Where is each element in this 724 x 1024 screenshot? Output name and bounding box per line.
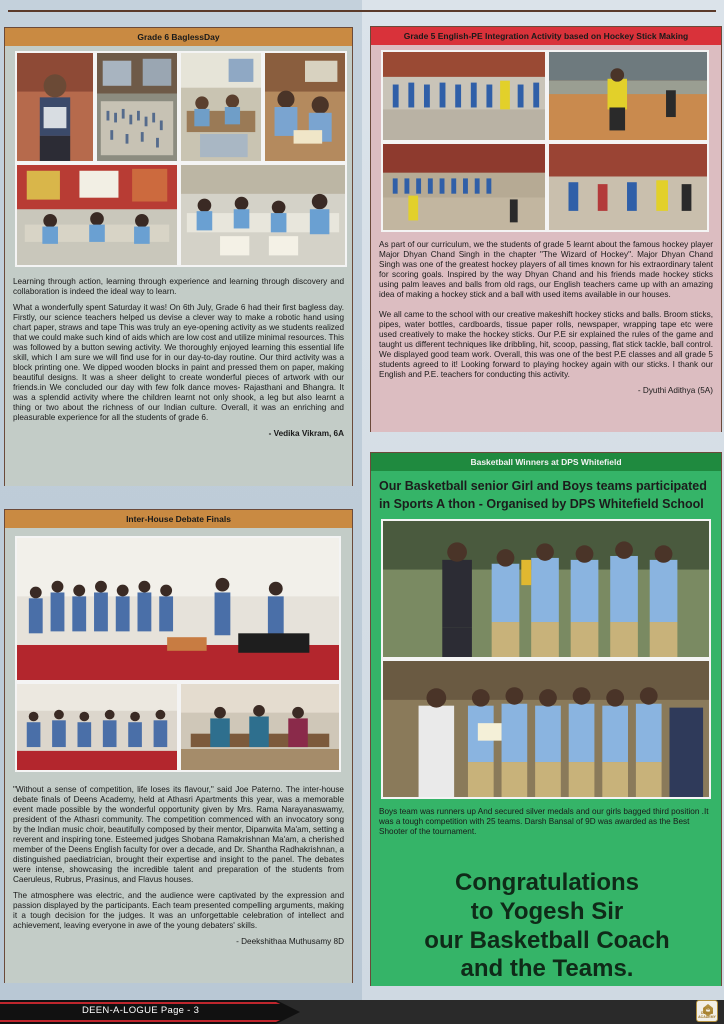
congrats-line-4: and the Teams. (460, 955, 634, 983)
hockey-panel (370, 26, 722, 432)
basketball-heading: Our Basketball senior Girl and Boys teams participated in Sports A thon - Organised by DPS Whitefield School (379, 479, 707, 512)
panel-title: Basketball Winners at DPS Whitefield (371, 453, 721, 471)
congrats-line-1: Congratulations (455, 869, 639, 896)
photo-students-playing-hockey (547, 142, 709, 232)
congrats-line-3: our Basketball Coach (424, 926, 670, 954)
photo-collage (13, 51, 344, 267)
page-footer (0, 1000, 724, 1024)
panel-body (5, 528, 352, 983)
photo-student-robotic-hand (15, 51, 95, 163)
photo-girls-team-certificates (381, 659, 711, 799)
hockey-paragraph-2: We all came to the school with our creative makeshift hockey sticks and balls. Broom sticks, pipes, water bottles, cardboards, tissue paper rolls, newspaper, wrapping tape etc were used creatively to make the hockey sticks. Our P.E sir explained the rules of the game and taught us different techniques like dribbling, hit, scoop, passing, flat stick tackle, ball control. We displayed good team work. Overall, this was one of the best P.E classes and all grade 5 students agreed to it! Looking forward to playing hockey again with our sticks. I thank our English and P.E. teachers for conducting this activity. (379, 310, 713, 379)
basketball-panel (370, 452, 722, 986)
bagless-signature: - Vedika Vikram, 6A (268, 429, 344, 438)
photo-judges-panel (179, 682, 341, 772)
photo-students-block-printing (179, 163, 347, 267)
top-rule (8, 10, 716, 12)
hockey-signature: - Dyuthi Adithya (5A) (637, 386, 713, 395)
footer-page-label: DEEN-A-LOGUE Page - 3 (82, 1005, 200, 1016)
photo-collage (13, 533, 344, 775)
photo-collage (379, 50, 713, 232)
panel-body (371, 471, 721, 986)
debate-paragraph-1: "Without a sense of competition, life loses its flavour," said Joe Paterno. The inter-house debate finals of Deens Academy, held at Athasri Apartments this year, was a memorable event made possible by the wonderful opportunity given by Mrs. Rama Narayanaswamy, president of the Athasri community. The competition commenced with an invocatory song by the Indian music choir, beautifully composed by their mentor, Dipanwita Ma'am, setting a reverent and inspiring tone. Esteemed judges Shobana Ramakrishnan Ma'am, a cherished member of the Deens English faculty for over a decade, and Dr. Shantha Radhakrishnan, a distinguished paediatrician, brought their expertise and insight to the panel. The debates were intense, showcasing the incredible talent and preparation of the students from Caeruleus, Rubrus, Prasinus, and Flavus houses. (13, 785, 344, 884)
panel-title: Grade 6 BaglessDay (5, 28, 352, 46)
photo-bottles-display (95, 51, 179, 163)
photo-debate-stage (15, 536, 341, 682)
photo-boys-team-trophy (381, 519, 711, 659)
basketball-paragraph: Boys team was runners up And secured silver medals and our girls bagged third position .It was a tough competition with 25 teams. Darsh Bansal of 9D was awarded as the Best Shooter of the tournament. (379, 807, 709, 837)
congratulations-message (371, 869, 723, 984)
panel-body (371, 45, 721, 432)
photo-students-lined-up (381, 50, 547, 142)
debate-panel (4, 509, 353, 983)
photo-collage (379, 519, 713, 799)
panel-body (5, 46, 352, 486)
photo-hockey-practice-field (381, 142, 547, 232)
photo-red-classroom (15, 163, 179, 267)
panel-title: Grade 5 English-PE Integration Activity based on Hockey Stick Making (371, 27, 721, 45)
school-logo-icon (696, 1000, 718, 1022)
debate-signature: - Deekshithaa Muthusamy 8D (236, 937, 344, 946)
congrats-line-2: to Yogesh Sir (470, 897, 624, 925)
bagless-day-panel (4, 27, 353, 486)
panel-title: Inter-House Debate Finals (5, 510, 352, 528)
photo-classroom-activity (179, 51, 263, 163)
bagless-paragraph-2: What a wonderfully spent Saturday it was! On 6th July, Grade 6 had their first bagless day. Firstly, our science teachers helped us devise a clever way to make a robotic hand using chart paper, straws and tape This was truly an eye-opening activity as we students realized that we could make such kind of aids which are low cost and utilize minimal resources. This was followed by a button sewing activity. We thoroughly enjoyed learning this essential life skill, which I am sure we will find use for in our day-to-day routine. Our third activity was a block printing one. We dipped wooden blocks in paint and pressed them on paper, making beautiful designs. It was a sheer delight to create wonderful pieces of artwork with our friends.in We concluded our day with few folk dance moves- Rajasthani and Bhangra. It was a splendid activity where the children learnt not only shook, a leg but also learnt a thing or two about the richness of our Indian culture. Overall, it was an enriching and pleasurable experience for all the students of grade 6. (13, 303, 344, 422)
bagless-paragraph-1: Learning through action, learning through experience and learning through discovery and collaboration is indeed the ideal way to learn. (13, 277, 344, 296)
hockey-paragraph-1: As part of our curriculum, we the students of grade 5 learnt about the famous hockey player Major Dhyan Chand Singh in the chapter "The Wizard of Hockey". Major Dhyan Chand Singh was one of the greatest hockey players of all times known for his extraordinary talent for scoring goals. Inspired by the way Dhyan Chand and his friends made hockey sticks using palm leaves and balls from old rags, our English teachers came up with an amazing idea of making a hockey stick and a ball with used items available in our houses. (379, 240, 713, 299)
logo-text: THE DEENS ACADEMY (698, 1007, 716, 1019)
photo-girls-sewing (263, 51, 347, 163)
photo-audience-seated (15, 682, 179, 772)
debate-paragraph-2: The atmosphere was electric, and the audience were captivated by the expression and passion displayed by the participants. Each team presented compelling arguments, making it a tough decision for the judges. It was an unforgettable celebration of intellect and achievement, leaving everyone in awe of the young debaters' skills. (13, 891, 344, 930)
photo-coach-demonstration (547, 50, 709, 142)
